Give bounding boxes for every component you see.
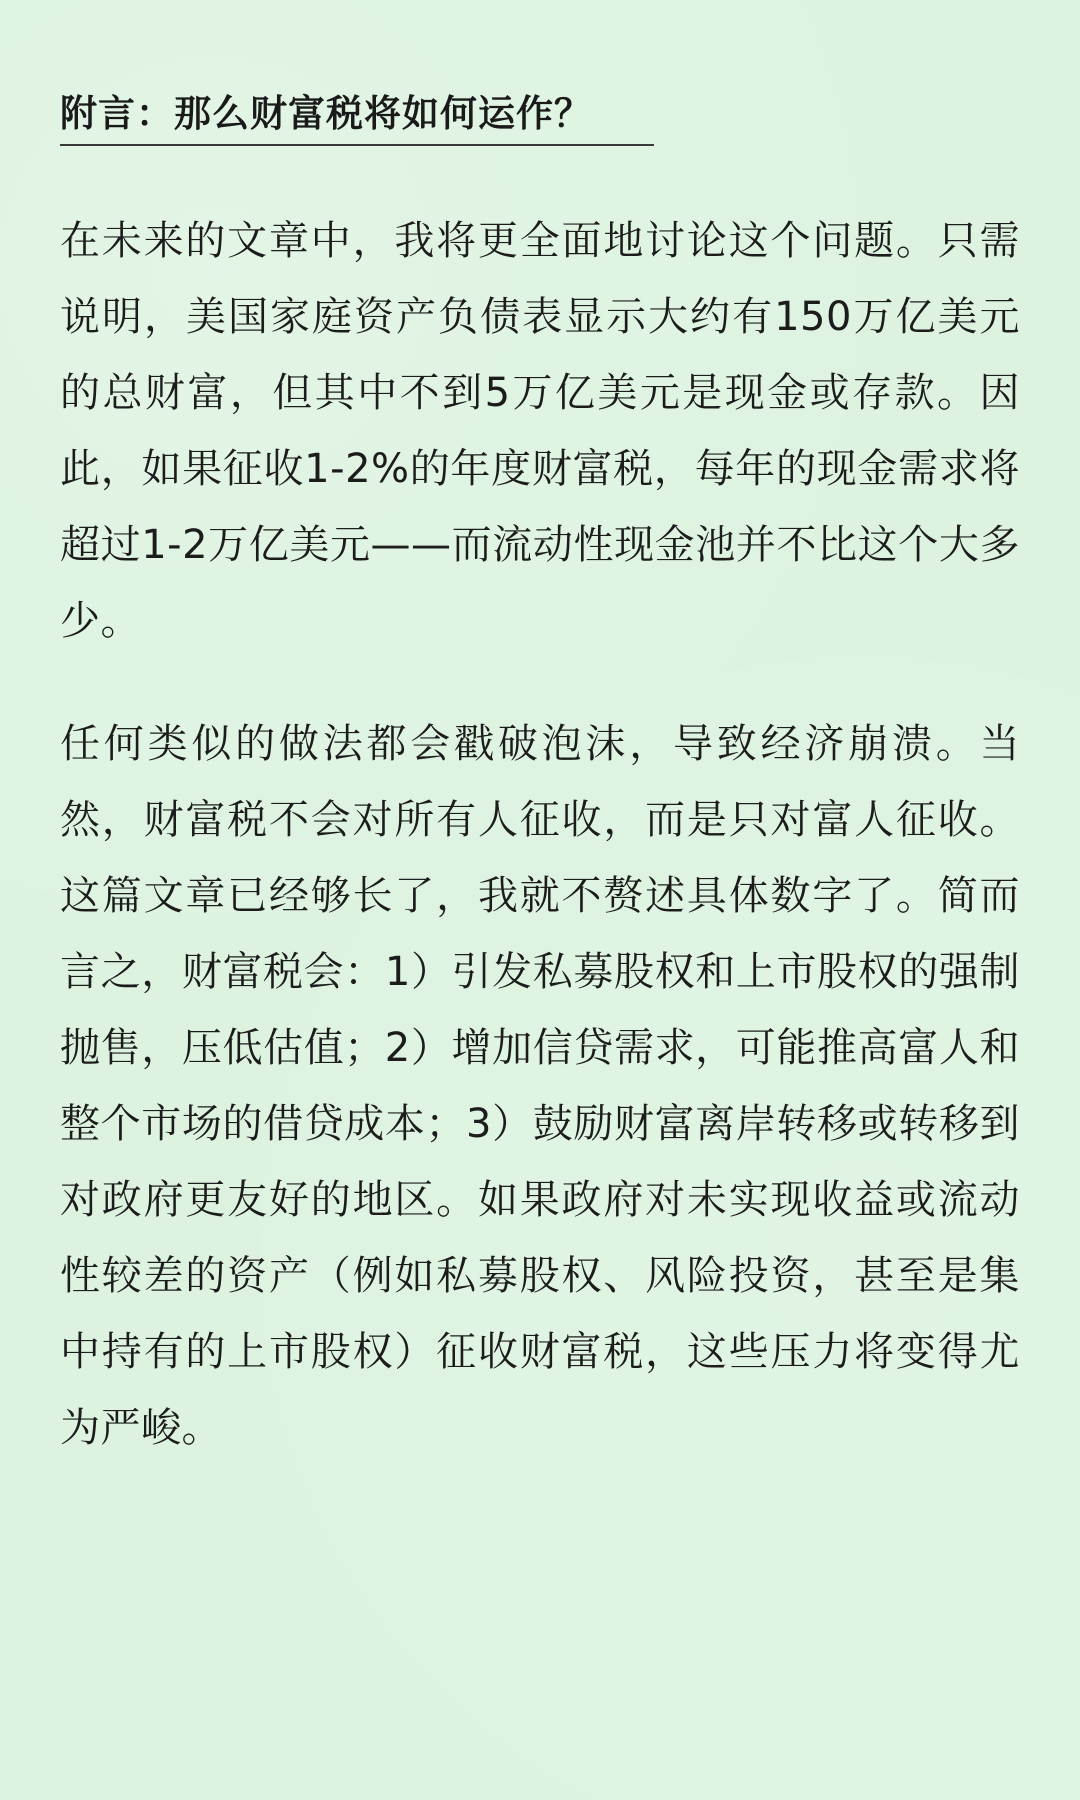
article-heading: 附言：那么财富税将如何运作？ (60, 92, 592, 135)
paragraph-1: 在未来的文章中，我将更全面地讨论这个问题。只需说明，美国家庭资产负债表显示大约有150万亿美元的总财富，但其中不到5万亿美元是现金或存款。因此，如果征收1-2%的年度财富税，每年的现金需求将超过1-2万亿美元——而流动性现金池并不比这个大多少。 (60, 218, 1020, 644)
heading-underline (60, 92, 654, 146)
paragraph-2: 任何类似的做法都会戳破泡沫，导致经济崩溃。当然，财富税不会对所有人征收，而是只对富人征收。这篇文章已经够长了，我就不赘述具体数字了。简而言之，财富税会：1）引发私募股权和上市股权的强制抛售，压低估值；2）增加信贷需求，可能推高富人和整个市场的借贷成本；3）鼓励财富离岸转移或转移到对政府更友好的地区。如果政府对未实现收益或流动性较差的资产（例如私募股权、风险投资，甚至是集中持有的上市股权）征收财富税，这些压力将变得尤为严峻。 (60, 721, 1020, 1451)
